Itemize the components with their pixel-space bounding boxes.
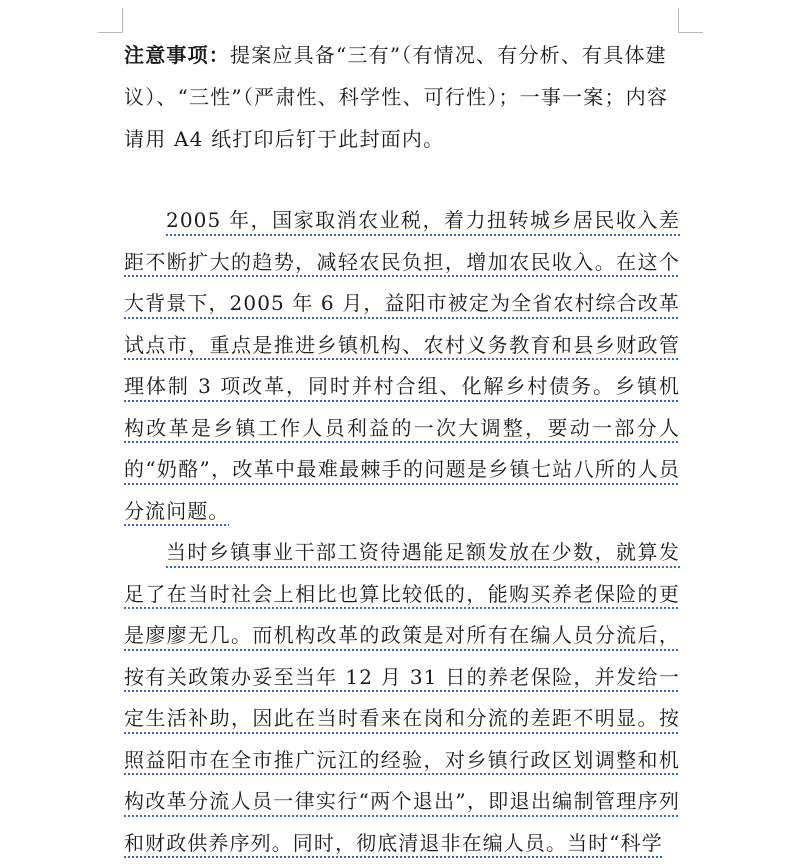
top-right-crop-mark	[678, 8, 703, 33]
notice-label: 注意事项：	[124, 43, 230, 67]
notice-block	[124, 34, 680, 160]
paragraph-2	[124, 532, 680, 864]
paragraph-2-text: 当时乡镇事业干部工资待遇能足额发放在少数，就算发足了在当时社会上相比也算比较低的，能购买养老保险的更是廖廖无几。而机构改革的政策是对所有在编人员分流后，按有关政策办妥至当年 12 月 31 日的养老保险，并发给一定生活补助，因此在当时看来在岗和分流的差距不明显。按照益阳市在全市推广沅江的经验，对乡镇行政区划调整和机构改革分流人员一律实行“两个退出”，即退出编制管理序列和财政供养序列。同时，彻底清退非在编人员。当时“科学	[124, 540, 680, 855]
paragraph-1	[124, 200, 680, 532]
paragraph-1-text: 2005 年，国家取消农业税，着力扭转城乡居民收入差距不断扩大的趋势，减轻农民负担，增加农民收入。在这个大背景下，2005 年 6 月，益阳市被定为全省农村综合改革试点市，重点是推进乡镇机构、农村义务教育和县乡财政管理体制 3 项改革，同时并村合组、化解乡村债务。乡镇机构改革是乡镇工作人员利益的一次大调整，要动一部分人的“奶酪”，改革中最难最棘手的问题是乡镇七站八所的人员分流问题。	[124, 208, 680, 523]
top-left-crop-mark	[98, 8, 123, 33]
notice-text: 提案应具备“三有”（有情况、有分析、有具体建议）、“三性”（严肃性、科学性、可行性）；一事一案；内容请用 A4 纸打印后钉于此封面内。	[124, 43, 669, 151]
document-body[interactable]	[124, 200, 680, 864]
